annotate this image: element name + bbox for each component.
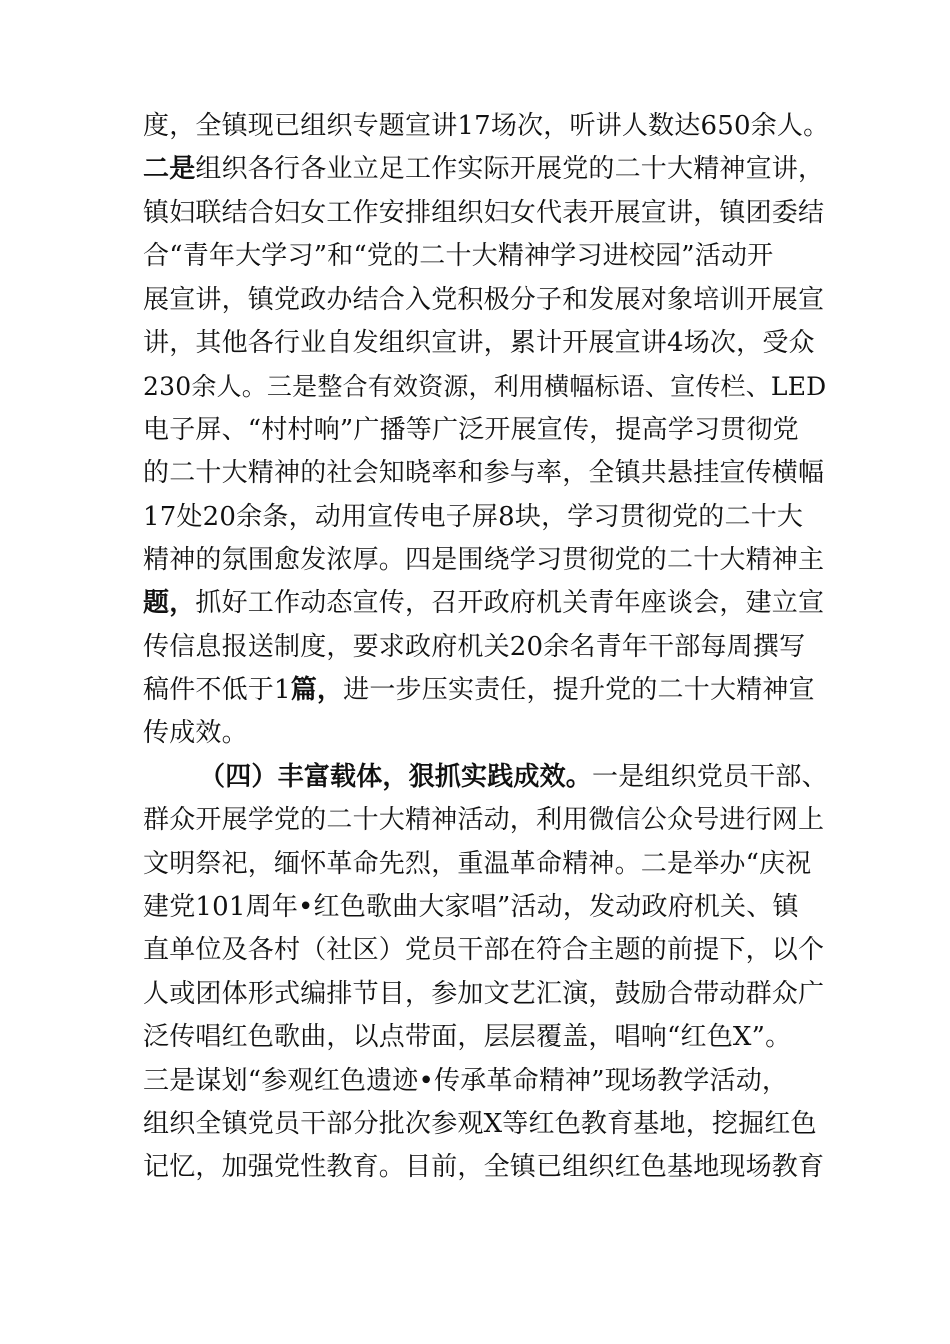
text-line <box>143 322 833 365</box>
text-segment: 记忆，加强党性教育。目前，全镇已组织红色基地现场教育 <box>143 1152 825 1183</box>
text-segment: 电子屏、“村村响”广播等广泛开展宣传，提高学习贯彻党 <box>143 414 799 445</box>
text-line <box>143 582 833 625</box>
text-line <box>143 973 833 1016</box>
text-line <box>143 843 833 886</box>
text-line <box>143 626 833 669</box>
text-segment: 组织各行各业立足工作实际开展党的二十大精神宣讲， <box>195 154 825 185</box>
text-line <box>143 279 833 322</box>
text-segment: 传成效。 <box>143 718 248 749</box>
text-line <box>143 235 833 278</box>
text-line <box>143 148 833 191</box>
text-segment: 精神的氛围愈发浓厚。四是围绕学习贯彻党的二十大精神主 <box>143 544 825 575</box>
text-segment: 群众开展学党的二十大精神活动，利用微信公众号进行网上 <box>143 805 825 836</box>
bold-text-segment: 二是 <box>143 154 196 185</box>
text-segment: 泛传唱红色歌曲，以点带面，层层覆盖，唱响“红色X”。 <box>143 1022 792 1053</box>
text-line <box>143 192 833 235</box>
text-segment: 度，全镇现已组织专题宣讲17场次，听讲人数达650余人。 <box>143 111 830 141</box>
text-line <box>143 365 833 408</box>
text-segment: 三是谋划“参观红色遗迹•传承革命精神”现场教学活动， <box>143 1065 789 1096</box>
text-segment: 建党101周年•红色歌曲大家唱”活动，发动政府机关、镇 <box>143 892 799 923</box>
text-segment: 的二十大精神的社会知晓率和参与率，全镇共悬挂宣传横幅 <box>143 458 825 489</box>
text-line <box>143 1060 833 1103</box>
text-segment: 人或团体形式编排节目，参加文艺汇演，鼓励合带动群众广 <box>143 978 825 1009</box>
text-line <box>143 669 833 712</box>
text-segment: 稿件不低于1 <box>143 675 291 706</box>
text-line <box>143 496 833 539</box>
text-segment: 镇妇联结合妇女工作安排组织妇女代表开展宣讲，镇团委结 <box>143 197 825 228</box>
bold-text-segment: 篇， <box>290 675 344 706</box>
text-segment: 文明祭祀，缅怀革命先烈，重温革命精神。二是举办“庆祝 <box>143 848 812 879</box>
text-line <box>143 1103 833 1146</box>
text-segment: 展宣讲，镇党政办结合入党积极分子和发展对象培训开展宣 <box>143 284 825 315</box>
text-segment: 讲，其他各行业自发组织宣讲，累计开展宣讲4场次，受众 <box>143 327 815 358</box>
text-segment: 17处20余条，动用宣传电子屏8块，学习贯彻党的二十大 <box>143 501 804 532</box>
text-segment: 一是组织党员干部、 <box>592 761 828 792</box>
text-line <box>143 712 833 755</box>
text-segment: 传信息报送制度，要求政府机关20余名青年干部每周撰写 <box>143 631 806 662</box>
text-segment: 直单位及各村（社区）党员干部在符合主题的前提下，以个 <box>143 935 825 966</box>
body-text <box>143 105 833 1190</box>
text-line <box>143 1146 833 1189</box>
text-line <box>143 1016 833 1059</box>
text-segment: 进一步压实责任，提升党的二十大精神宣 <box>343 675 815 706</box>
text-line <box>143 799 833 842</box>
text-line <box>143 539 833 582</box>
text-line <box>143 756 833 799</box>
text-segment: 230余人。三是整合有效资源，利用横幅标语、宣传栏、LED <box>143 372 827 402</box>
bold-text-segment: （四）丰富载体，狠抓实践成效。 <box>199 761 593 792</box>
text-line <box>143 452 833 495</box>
text-line <box>143 105 833 148</box>
text-segment: 合“青年大学习”和“党的二十大精神学习进校园”活动开 <box>143 241 774 272</box>
text-line <box>143 409 833 452</box>
text-line <box>143 929 833 972</box>
bold-text-segment: 题， <box>143 588 196 619</box>
text-segment: 抓好工作动态宣传，召开政府机关青年座谈会，建立宣 <box>195 588 825 619</box>
text-line <box>143 886 833 929</box>
text-segment: 组织全镇党员干部分批次参观X等红色教育基地，挖掘红色 <box>143 1108 817 1139</box>
